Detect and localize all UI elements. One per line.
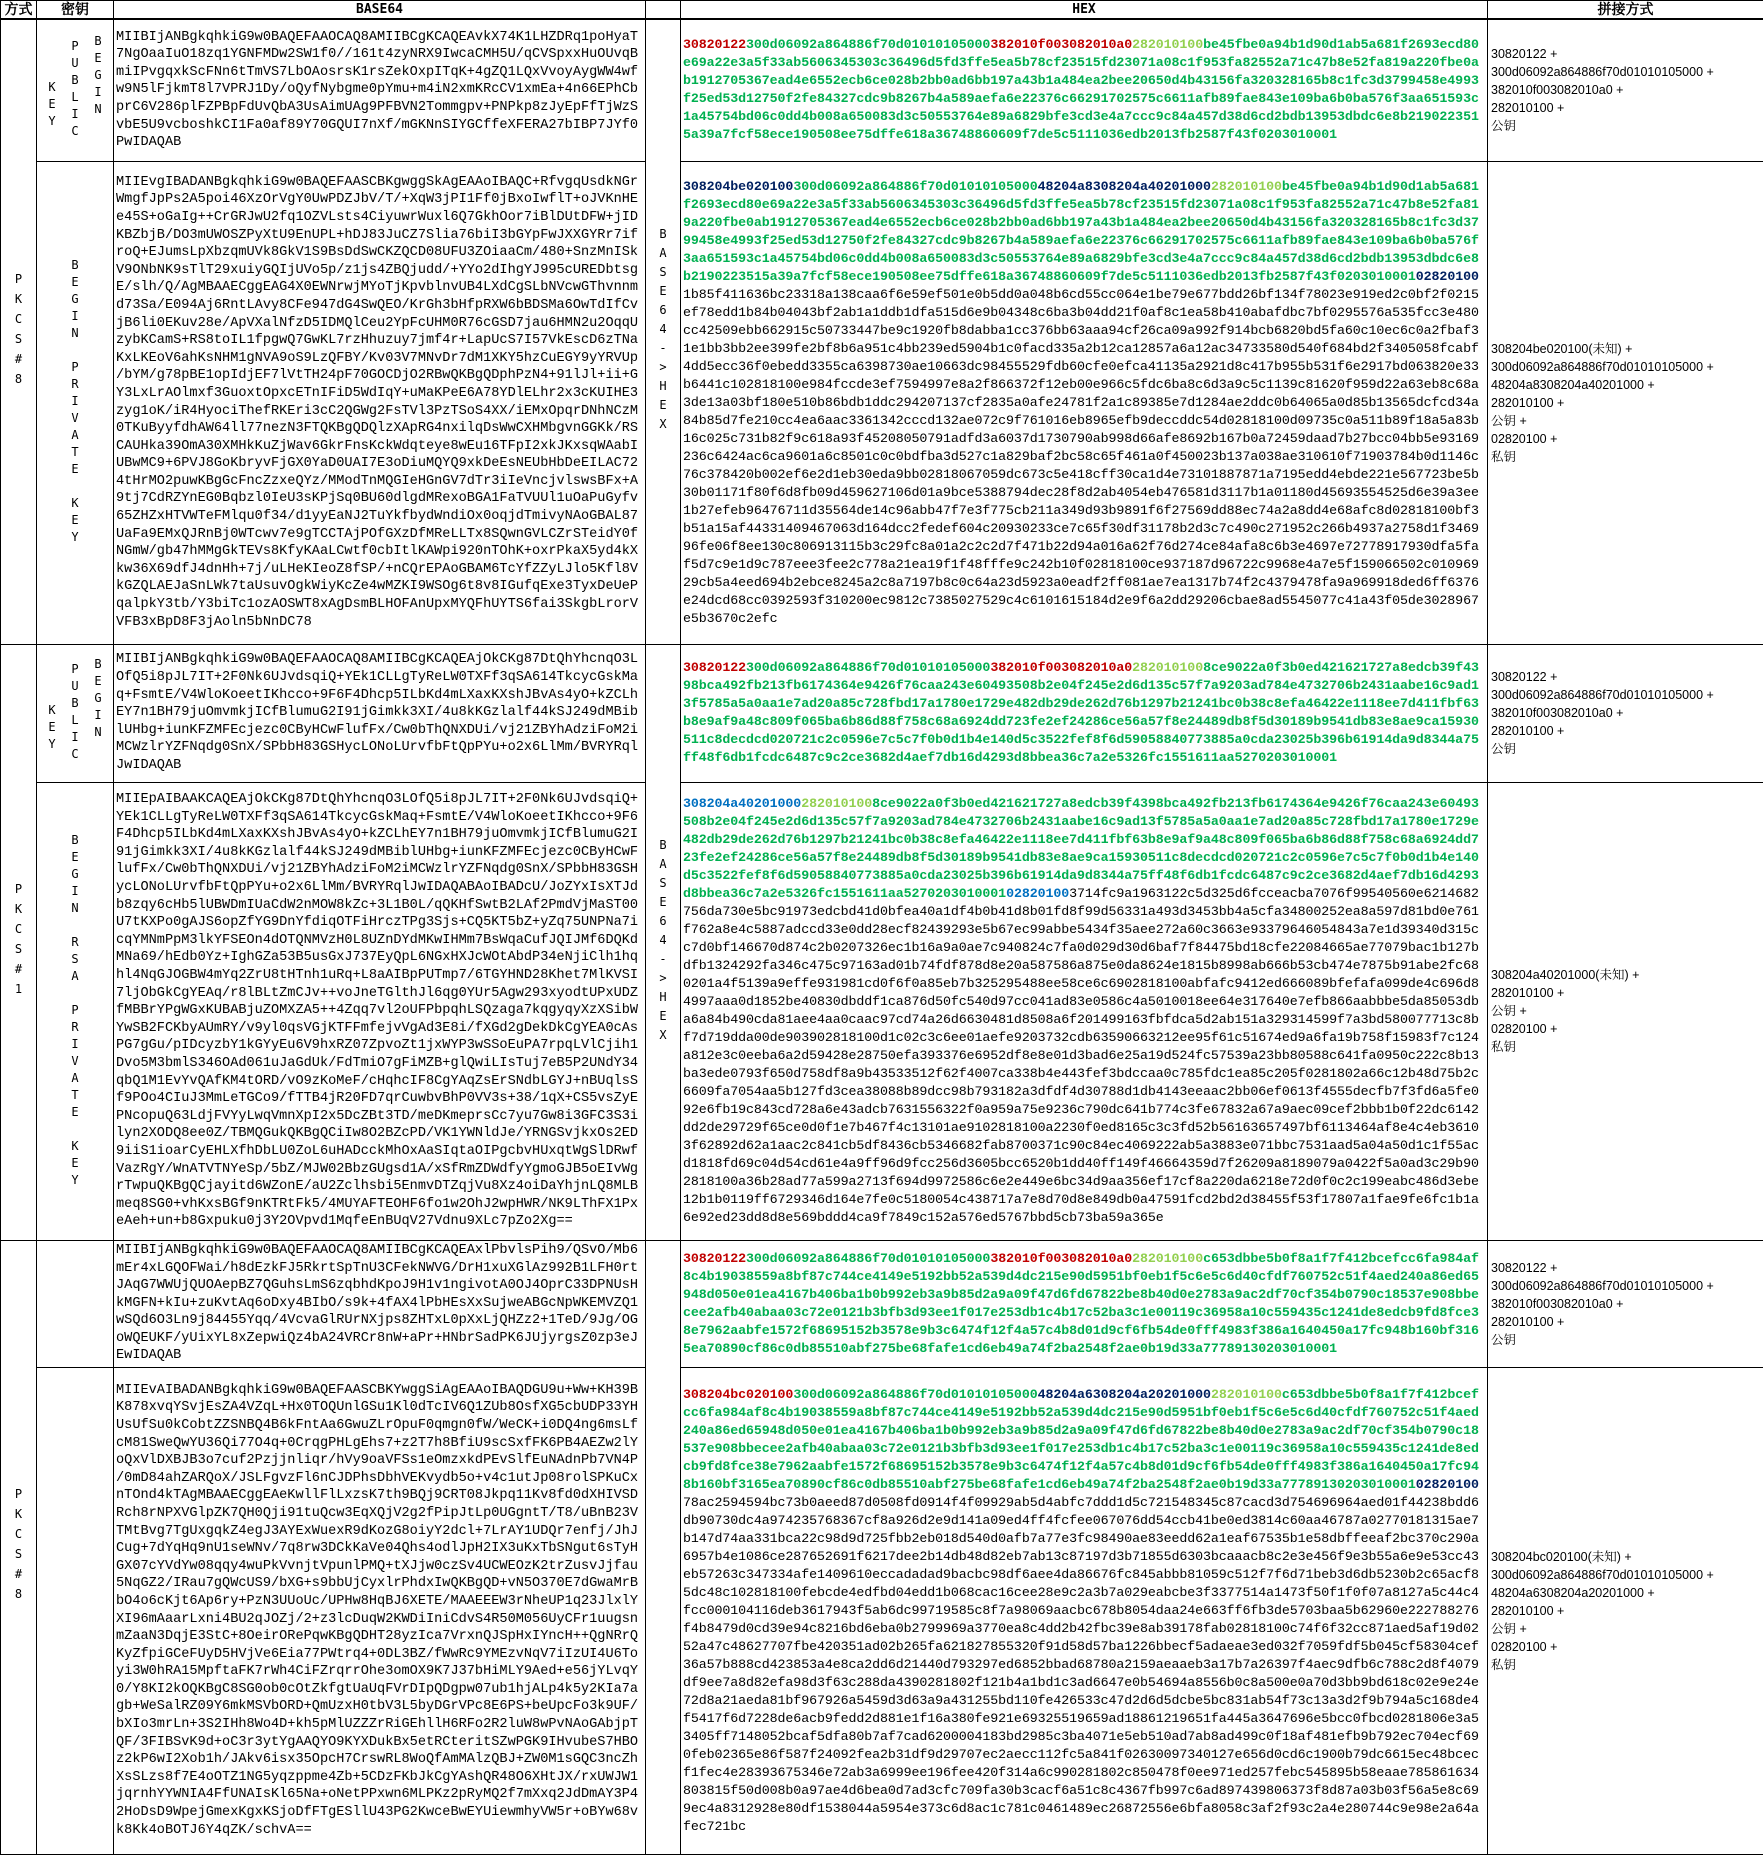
base64-line: MCWzlrYZFNqdg0SnX/SPbbH83GSHycLONoLUrvfbFtQpPYu+o2x6LlMm/BVRYRql [116, 739, 643, 757]
base64-line: K878xvqYSvjEsZA4VZqL+Hx0TOQUnlGSu1Kl0dTcIV6Q1ZUb8OsfXG5cbUDP33YH [116, 1399, 643, 1417]
hex-segment-green: 300d06092a864886f70d01010105000 [793, 1387, 1037, 1402]
base64-line: ycLONoLUrvfbFtQpPYu+o2x6LlMm/BVRYRqlJwIDAQABAoIBADcU/JoZYxIsXTJd [116, 879, 643, 897]
base64-line: VazRgY/WnATVTNYeSp/5bZ/MJW02BbzGUgsd1A/xSfRmZDWdfyYgmoGJB5oEIvWg [116, 1161, 643, 1179]
method-cell [1, 19, 37, 644]
base64-line: Cug+7dYqHq9nU1seWNv/7q8rw3DCkKaVe04Qhs4odlJpH2IX3uKxTbSNgut6sTyH [116, 1540, 643, 1558]
base64-line: JAqG7WWUjQUOAepBZ7QGuhsLmS6zqbhdKpoJ9H1v1ngivotA0OJ4OprC33DPNUsH [116, 1277, 643, 1295]
base64-line: MIIEvgIBADANBgkqhkiG9w0BAQEFAASCBKgwggSkAgEAAoIBAQC+RfvgqUsdkNGr [116, 174, 643, 192]
method-cell [1, 1240, 37, 1854]
concat-list [1488, 340, 1763, 466]
key-label [37, 662, 113, 764]
hex-segment-green: 300d06092a864886f70d01010105000 [793, 179, 1037, 194]
concat-line: 30820122 + [1491, 45, 1760, 63]
concat-line: 私钥 [1491, 1038, 1760, 1056]
key-cell [37, 19, 114, 161]
base64-text [114, 29, 645, 152]
concat-line: 300d06092a864886f70d01010105000 + [1491, 358, 1760, 376]
key-label [37, 258, 113, 547]
base64-line: f9POo4CIuJ3MmLeTGCo9/fTTB4jR20FD7qrCuwbvBhP0VV3s+38/1qX+CS5vsZyE [116, 1090, 643, 1108]
hex-segment-navy: 48204a6308204a20201000 [1038, 1387, 1211, 1402]
hex-segment-green: be45fbe0a94b1d90d1ab5a681f2693ecd80e69a22e3a5f33ab5606345303c36496d5fd3ffe5ea5b78cf23515fd23071a08c1f953fa82552a71c47b8e52fa819a220fbe0ab1912705367ead4e6552ecb6ce028b2bb0ad6bb197a43b1a484ea2bee20650d4b43156fa320328165b8c1fc3d3799458e4993f25ed53d12750f2fe84327cdc9b8267b4a589aefa6e22376c66291702575c6611afb89fae843e109ba6b0ba576f3aa651593c1a45754bd06c0dd4b008a650083d3c50553764e89a6829bfe3cd3e4a7ccc9c84a457d38d6cd2bdb13953dbdc6e8b2190223515a39a7fcf58ece190508ee75dffe618a36748860609f7de5c5111036edb2013fb2587f43f0203010001 [683, 37, 1479, 142]
base64-line: e45S+oGaIg++CrGRJwU2fq1OZVLsts4CiyuwrWuxl6Q7GkhOor7iBlDUtDFW+jID [116, 209, 643, 227]
concat-line: 30820122 + [1491, 1259, 1760, 1277]
base64-line: KxLKEoV6ahKsNHM1gNVA9oS9LzQFBY/Kv03V7MNvDr7dM1XKY5hzCuEGY9yYRVUp [116, 350, 643, 368]
concat-line: 公钥 [1491, 1331, 1760, 1349]
hex-segment-black: 1b85f411636bc23318a138caa6f6e59ef501e0b5dd0a048b6cd55cc064e1be79e677bdd26bf134f78023e919ed2c0bf2f0215ef78edd1b84b04043bf2ab1a1ddb1dfa515d6e9b04348c6ba3b04dd21f0af8c1ea58b410abafdbc7bf0295576a535fcc3e480cc42509ebb662915c50733447be9c1920fb8dabba1cc376bb63aaa94cf26ca09a992f914bcb6820bd5fa60c10ec6c0a2fbaf31e1bb3bb2ee399fe2bf8b6a951c4bb239ed5904b1c0facd335a2b12ca12857a6a12ac34733580d540f684bd2f3405058fcabf4dd5ecc36f0ebedd3355ca6398730ae10663dc98455529fdb60cfe0efca41135a2921d8c417b955b531f6e2917bd063820e33b6441c102818100e984fccde3ef7594997e8a2f866372f12eb00e966c5fdc6ba8c6d3a9c5c1139c81620f959d22a63eb8c68a3de13a03bf180e510b86bdb1ddc294207137cf2835a0afe24781f2a1c89385e7d1284ae2ddc0b64065a0d85b13565dcfcd34a84b85d7fe210cc4ea6aac3361342cccd132ae072c9f761016eb8965efb9deccddc54d02818100d09735c0a511b89f18a5a83b16c025c731b82f9c618a93f45208050791adfd3a6037d1730790ab998d66afe8692b167b0a72459daad7b27bcc04bb5e93169236c6424ac6ca9601a6c8501c0c0bdfba3d527c1a829baf2bc58c65f461a0f450023b137a038ae310610f71903784b0d1146c76c378420b002ef6e2d1eb30eda9bb02818067059dc673c5e418cff30ca1d4e73101887871a7195edd4ebde221e567723be5b30b01171f80f6d8fb09d459627106d01a9bce5388794dec28f8d2ab4054eb476581d3117b1a01180d45693554525d6e39a3ee1b27efeb96476711d35564de14c96abb47f7e3f775cb211a349d93b9891f6f27569dd88ec74a2a8dd4e68afc8d02818100bf3b51a15af44331409467063d164dcc2fedef604c20930233ce7c65f30df31178b2d3c7c490c271952c266b4937a2758d1f346996fe06f8ee130c806913115b3c29fc8a01a2c2c2d7f471b22d94a016a62f76d274ce84afa8c6b3e4697e72778917930dfa5faf5d7c9e1d9c787eee3fee2c778a21ea19f1f48fffe9c242b10f02818100ce937187d96722c9968e4a7e5f159066502c01096929cb5a4eed694b2ebce8245a2c8a7197b8c0c64a23d5923a0eadf2ff081ae7ea1317b74f2c4379478fa9a969918ded6ff6376e24dcd68cc0392593f310200ec9812c7385027529c4c6101615184d2e9f6a2dd29206cbae8ad5545077c41a43f05de3028967e5b3670c2efc [683, 287, 1479, 626]
header-base64: BASE64 [114, 1, 646, 20]
base64-line: CAUHka39OmA30XMHkKuZjWav6GkrFnsKckWdqteye8wEu16TFpI2xkJKxsqWAabI [116, 438, 643, 456]
concat-list [1488, 1259, 1763, 1349]
table-row [1, 19, 1763, 161]
base64-line: 9iiS1ioarCyEHLXfhDbLU0ZoL6uHADcckMhOxAaSIqtaOIPgcbvHUxqtWgSlDRwf [116, 1143, 643, 1161]
converter-cell [646, 644, 681, 1240]
hex-text [681, 36, 1487, 144]
base64-line: JwIDAQAB [116, 757, 643, 775]
base64-line: YwSB2FCKbyAUmRY/v9yl0qsVGjKTFFmfejvVgAd3E8i/fXGd2gDekDkCgYEA0cAs [116, 1020, 643, 1038]
base64-line: 9tj7CdRZYnEG0Bqbzl0IeU3sKPjSq0BU60dlgdMRexoBGA1FaTVUUl1uOaPuGyfv [116, 490, 643, 508]
base64-line: 0/Y8KI2kOQKBgC8SG0ob0cOtZkfgtUaUqFVrDIpQDgpw07ub1hjALp4k5y2KIa7a [116, 1681, 643, 1699]
concat-line: 公钥 [1491, 740, 1760, 758]
hex-segment-red: 382010f003082010a0 [990, 1251, 1132, 1266]
hex-segment-black: 78ac2594594bc73b0aeed87d0508fd0914f4f09929ab5d4abfc7ddd1d5c721548345c87cacd3d754696964aed01f44238bdd6db90730dc4a974235768367cf8a926d2e9d141a09ed4ff4fcfee067076dd54ccb41be0ed3814c60aa46787a02770181315ae7b147d74aa331bca22c98d9d725fbb2eb018d540d0afb7a77e3fc98490ae83eedd62a1eaf67535b1e58dbffeeaf2bc370c290a6957b4e1086ce287652691f6217dee2b14db48d82eb7ab13c87197d3b71855d6303bcaaacb8c2e3e456f9e3b55a6e9e53cc43eb57263c347334afe1409610eccadadad9bacbc98df6aee4da86676fc845abbb81059c512f7f6d71beb3d6db5230b2c65acf85dc48c102818100febcde4edfbd04edd1b068cac16cee28e9c2a3b7a029eabcbe3f3377514a1473f50f1f0f07a8127a5c44c4fcc000104116deb3617943f5ab6dc99719585c8f7a98069aacbc678b8054daa24e663ff6fb3de5703baa5b62960e222788276f4b8479d0cd39e94c8216bd6eba0b2799969a3770ea8c4dd2b42fbc39e8ab39178fab02818100c74f6f32cc871aed5af19d0252a47c48627707fbe420351ad02b265fa621827855320f91d58d57ba1226bbecf5adaeae3ed032f7059fdf5b045cf58304cef36a57b888cd423853a4e8ca2dd6d21440d793297ed6852bbad68780a2159aeaaeb3a17b7a26397f4aec9dfb6c788c2d8f4079df9ee7a8d82efa98d3f63c288da4390281802f121b4a1bd1c3ad6647e0b54694a8556b0c8a500e0a70d3bb9bd618c02e9e24e72d8a21aeda81bf967926a5459d3d63a9a431255bd110fe426533c47d2d6d5dcbe5bc831ab54f73c13a3d2f9b794a5c168de4f5417f6d7228de6acb9fedd2d881e1f16a380fe921e69325519659ad18861219651fa445a3647696e5bcc0fbcd0281806e3a53405ff7148052bcaf5dfa80b7af7cad6200004183bd2985c3ba4071e5eb510ad7ab8ad499c0f18af481efb9b792ec704ecf690feb02365e86f587f24092fea2b31df9d29707ec2aecc112fc5a841f02630097340127e656d0cd6c1900b79dc6615ec48bcecf1fec4e28393675346e72ab3a6999ee196fee420f314a6c990281802c850478f0ee971ed257febc545895b58eaae785861634803815f50d008b0a97ae4d6bea0d7ad3cfc709fa30b3cacf6a51c8c4367fb997c6ad897439806373f8d87a03b03f56a5e8c699ec4a8312928e80df1538044a5954e373c6d8ac1c781c0461489ec26872556e6bfa8058c3af2f93c2a4e280744c9e98e2a64afec721bc [683, 1495, 1479, 1834]
key-cell [37, 1367, 114, 1854]
base64-line: 2HoDsD9WpejGmexKgxKSjoDfFTgESllU43PG2KwceBwEYUiewmhyVW5r+oBYw68v [116, 1804, 643, 1822]
hex-segment-red: 382010f003082010a0 [990, 660, 1132, 675]
hex-segment-blue: 02820100 [1006, 886, 1069, 901]
hex-cell [681, 1367, 1488, 1854]
base64-text [114, 174, 645, 631]
base64-text [114, 1382, 645, 1839]
base64-line: k8Kk4oBOTJ6Y4qZK/schvA== [116, 1822, 643, 1840]
base64-line: gb+WeSalRZ09Y6mkMSVbORD+QmUzxH0tbV3L5byDGrVPc8E6PS+beUpcFo3k9UF/ [116, 1698, 643, 1716]
base64-line: KBZbjB/DO3mUWOSZPyXtU9EnUPL+hDJ83JuCZ7Slia76biI3bGYpFwJXXGYRr7if [116, 227, 643, 245]
hex-segment-red: 308204bc020100 [683, 1387, 793, 1402]
concat-cell [1488, 644, 1763, 782]
converter-cell [646, 1240, 681, 1854]
converter-label: BASE64->HEX [656, 838, 670, 1047]
concat-line: 公钥 + [1491, 1002, 1760, 1020]
key-label-word: BEGIN PRIVATE KEY [68, 258, 82, 547]
header-concat: 拼接方式 [1488, 1, 1763, 20]
concat-line: 公钥 + [1491, 1620, 1760, 1638]
concat-line: 282010100 + [1491, 1313, 1760, 1331]
base64-cell [114, 1240, 646, 1367]
hex-segment-green: 8ce9022a0f3b0ed421621727a8edcb39f4398bca492fb213fb6174364e9426f76caa243e60493508b2e04f245e2d6d135c57f7a9203ad784e4732706b2431aabe16c9ad13f5785a5a0aa1e7ad20a85c728fbd17a1780e1729e482db29de262d76b1297b21241bc0b38c8efa46422e1118ee7d411fbf63b8e9af9a48c809f065ba6b86d88f758c68a6924dd723fe2ef24286ce56a57f8e24489db8f5d30189b9541db83e8ae9ca15930511c8decdcd020721c2c0596e7c5c7f0b0d1b4e140d5c3522fef8f6d59058840773885a0cda23025b396b61914da9d8344a75ff48f6db1fcdc6487c9c2ce3682d4aef7db16d4293d8bbea36c7a2e5326fc1551611aa5270203010001 [683, 660, 1479, 765]
base64-line: YEk1CLLgTyReLW0TXFf3qSA614TkcycGskMaq+FsmtE/V4WloKoeetIKhcco+9F6 [116, 809, 643, 827]
base64-line: rTwpuQKBgQCjayitd6WZonE/aU2Zclhsbi5EnmvDTZqjVu8Xz4oiDaYhjnLQ8MLB [116, 1178, 643, 1196]
base64-line: prC6V286plFZPBpFdUvQbA3UsAimUAg9PFBVN2Tommgpv+PNPkp8zJyEpFfTjWzS [116, 99, 643, 117]
header-converter [646, 1, 681, 20]
base64-line: MIIBIjANBgkqhkiG9w0BAQEFAAOCAQ8AMIIBCgKCAQEAjOkCKg87DtQhYhcnqO3L [116, 651, 643, 669]
concat-line: 48204a8308204a40201000 + [1491, 376, 1760, 394]
concat-line: 30820122 + [1491, 668, 1760, 686]
base64-text [114, 791, 645, 1231]
base64-line: U7tKXPo0gAJS6opZfYG9DnYfdiqOTFiHrczTPg3Sjs+CQ5KT5bZ+yZq75UNPNa7i [116, 914, 643, 932]
concat-line: 382010f003082010a0 + [1491, 704, 1760, 722]
base64-line: nTOnd4kTAgMBAAECggEAeKwllFlLxzsK7th9BQj9CRT08Jkpq11Kv8fd0dXHIVSD [116, 1487, 643, 1505]
concat-line: 300d06092a864886f70d01010105000 + [1491, 1566, 1760, 1584]
base64-line: hl4NqGJOGBW4mYq2ZrU8tHTnh1uRq+L8aAIBpPUTmp7/6TGYHND28Khet7MlKVSI [116, 967, 643, 985]
key-label-word: KEY [45, 80, 59, 131]
key-label [37, 39, 113, 141]
base64-line: zybKCamS+RS8toIL1fpgwQ7GwKL7rzHhuzuy7jmf4r+LapUcS7I57VkEscD6zTNa [116, 332, 643, 350]
hex-cell [681, 644, 1488, 782]
method-cell [1, 644, 37, 1240]
hex-segment-green: 300d06092a864886f70d01010105000 [746, 37, 990, 52]
base64-line: MIIBIjANBgkqhkiG9w0BAQEFAAOCAQ8AMIIBCgKCAQEAxlPbvlsPih9/QSvO/Mb6 [116, 1242, 643, 1260]
base64-line: /0mD84ahZARQoX/JSLFgvzFl6nCJDPhsDbhVEKvydb5o+v4c1utJp08rolSPKuCx [116, 1470, 643, 1488]
key-label-word: PUBLIC [68, 39, 82, 141]
hex-cell [681, 161, 1488, 644]
hex-segment-lightgreen: 282010100 [1211, 1387, 1282, 1402]
base64-line: XI96mAaarLxni4BU2qJOZj/2+z3lcDuqW2KWDiIniCdvS4R50M056UyCFr1uugsn [116, 1611, 643, 1629]
hex-segment-red: 30820122 [683, 1251, 746, 1266]
base64-line: b8zqy6cHb5lUBWDmIUaCdW2nMOW8kZc+3L1B0L/qQKHfSwtB2LAf2PmdVjMaST00 [116, 897, 643, 915]
concat-line: 02820100 + [1491, 430, 1760, 448]
method-label: PKCS#8 [12, 272, 26, 392]
base64-line: cM81SweQwYU36Qi77O4q+0CrqgPHLgEhs7+z2T7h8BfiU9scSxfFK6PB4AEZw2lY [116, 1435, 643, 1453]
base64-line: UBwMC9+6PVJ8GoKbryvFjGX0YaD0UAI7E3oDiuMQYQ9xkDeEsNEUbHbDeEILAC72 [116, 455, 643, 473]
base64-cell [114, 1367, 646, 1854]
base64-line: oWQEUKF/yUixYL8xZepwiQz4bA24VRCr8nW+aPr+HNbrSadPK6JUjyrgsZ0zp3eJ [116, 1330, 643, 1348]
base64-text [114, 651, 645, 774]
concat-line: 382010f003082010a0 + [1491, 1295, 1760, 1313]
base64-text [114, 1242, 645, 1365]
hex-segment-red: 30820122 [683, 660, 746, 675]
hex-segment-lightgreen: 282010100 [801, 796, 872, 811]
hex-segment-lightgreen: 282010100 [1132, 37, 1203, 52]
base64-line: q+FsmtE/V4WloKoeetIKhcco+9F6F4Dhcp5ILbKd4mLXaxKXshJBvAs4yO+kZCLh [116, 687, 643, 705]
concat-line: 02820100 + [1491, 1020, 1760, 1038]
hex-text [681, 1250, 1487, 1358]
header-key: 密钥 [37, 1, 114, 20]
base64-line: PwIDAQAB [116, 134, 643, 152]
base64-line: roQ+EJumsLpXbzqmUVk8GkV1S9BsDdSwCKZQCD08UFU3ZOiaaCm/480+SnzMnISk [116, 244, 643, 262]
base64-line: VFB3xBpD8F3jAoln5bNnDC78 [116, 614, 643, 632]
base64-line: UsUfSu0kCobtZZSNBQ4B6kFntAa6GwuZLrOpuF0qmgn0fW/WeCK+i0DQ4ng6msLf [116, 1417, 643, 1435]
hex-cell [681, 19, 1488, 161]
concat-line: 382010f003082010a0 + [1491, 81, 1760, 99]
hex-segment-green: c653dbbe5b0f8a1f7f412bcefcc6fa984af8c4b19038559a8bf87c744ce4149e5192bb52a539d4dc215e90d5951bf0eb1f5c6e5c6d40cfdf760752c51f4aed240a86ed65948d050e01ea4167b406ba1b0b992eb3a9b85d2a9a09f47d6fd67822be8b40d0e2783a9ac2df70cf354b0790c18537e908bbecee2afb40abaa03c72e0121b3bfb3d93ee1f017e253db1c4b17c52ba3c1e00119c36958a10c559435c1241de8edcb9fd8fce38e7962aabfe1572f68695152b3578e9b3c6474f12f4a57c4b8d01d9cf6fb54de0fff4983f386a1640450a17fc948b160bf3165ea70890cf86c0db85510abf275be68fafe1cd6eb49a74f2ba2548f2ae0b19d33a77789130203010001 [683, 1251, 1479, 1356]
base64-line: 4tHrMO2puwKBgGcFncZzxeQYz/MModTnMQGIeHGnGV7dTr3iIeVncjvlswsBFx+A [116, 473, 643, 491]
base64-line: NGmW/gb47hMMgGkTEVs8KfyKAaLCwtf0cbItlKAWpi920nTOhK+oxrPkaX5yd4kX [116, 543, 643, 561]
hex-segment-blue: 308204a40201000 [683, 796, 801, 811]
base64-line: kGZQLAEJaSnLWk7taUsuvOgkWiyKcZe4wMZKI9WSOg6t8v8IGufqExe3TyxDeUeP [116, 578, 643, 596]
concat-line: 282010100 + [1491, 984, 1760, 1002]
base64-cell [114, 644, 646, 782]
base64-line: UaFa9EMxQJRnBj0WTcwv7e9gTCCTAjPOfGXzDfMReLLTx8SQwnGVLCZrSTeidY0f [116, 526, 643, 544]
base64-line: 0TKuByyfdhAW64ll77nezN3FTQKBgQDQlzXApRG4nxilqDsWwCXHMbgvnGGKk/RS [116, 420, 643, 438]
concat-line: 308204bc020100(未知) + [1491, 1548, 1760, 1566]
base64-line: 65ZHZxHTVWTeFMlqu0f34/d1yyEaNJ2TuYkfbydWndiOx0oqjdTmivyNAoGBAL87 [116, 508, 643, 526]
concat-list [1488, 1548, 1763, 1674]
concat-line: 公钥 [1491, 117, 1760, 135]
hex-text [681, 178, 1487, 628]
hex-cell [681, 782, 1488, 1240]
base64-line: wSQd6O3Ln9j84455Yqq/4VcvaGlRUrNXjps8ZHTxL0pXxLjQHZz2+1TeD/9Jg/OG [116, 1312, 643, 1330]
concat-line: 300d06092a864886f70d01010105000 + [1491, 63, 1760, 81]
concat-list [1488, 966, 1763, 1056]
concat-cell [1488, 782, 1763, 1240]
hex-segment-green: 300d06092a864886f70d01010105000 [746, 660, 990, 675]
hex-segment-lightgreen: 282010100 [1211, 179, 1282, 194]
base64-line: lyn2XODQ8ee0Z/TBMQGukQKBgQCiIw8O2BZcPD/VK1YWNldJe/YRNGSvjkxOs2ED [116, 1125, 643, 1143]
hex-segment-black: 3714fc9a1963122c5d325d6fcceacba7076f99540560e6214682756da730e5bc91973edcbd41d0bfea40a1df4b0b41d8b01fd8f99d56331a493d3453bb4a5cfa34800252ea8a597d81bd0e761f762a8e4c5887adccd33e0dd28ecf82439293e5b67ec99abbe5434f35aee272a60c3663e93379646054843a7e1d39340d315cc7d0bf146670d874c2b0207326ec1b16a9a0ae7c940824c7fa0d029d30d6baf7f84475bd18cfe22084665ae77079bac1b127bdfb1324292fa346c475c97163ad01b74fdf878d8e20a587586a875e0da8624e1815b8998ab666b53cb474e7875b91abe2fc680201a4f5139a9effe931981cd0f6f0a85eb7b325295488ee58ce6c6902818100abfafc9412ed666089bfefafa099de4c696d84997aaa0d1852be40830dbddf1ca876d50fc540d97cc041ad83e0586c4a5010018ee64e317640e7efb866aabbbe5da85053dba6a84b490cda81aee4aa0caac97cd74a26d6630481d8508a6f201499163fbfdca5d2ab151a329314599f7a3bd580077713c8bf7d719dda00de903902818100d1c02c3c6ee01aefe9203732cdb63590663212ee95f61c51674ed9a6fa19b758f15983f7c124a812e3c0eeba6a2d59428e28750efa393376e6952df8e8e01d3bad6e25a19d524fc57539a23bb80588c641fa0950c222c8b13ba3ede0793f650d758df8a9b43533512f62f4007ca338b4e443fef3bdccaa0c785fdc1ea85c205f0281802a66c12b48d75b2c6609fa7054aa5b127fd3cea38088b89dcc98b793182a3dfdf4d30788d1db4143eeaac2bb06ef0613f4555decfb7f3fd6a5fe092e6fb19c843cd728a6e43adcb7631556322f0a959a75e9236c790dc641b774c3fe67832a67a9aec09cef2bbb1b0f22dc6142dd2de29729f65ce0d0f1e7b467f4c13101ae9102818100a2230f0ed8165c3c3fd52b56163657497bf6113464af8e4c4eb36103f62892d62a1aac2c841cb5df8436cb5346682fab8700371c90c84ec4069222ab5a3883e071bbc7531aad5a04a50d1c1f55acd1818fd69c04d54cd61e4a9ff96d9fcc256d3605bcc6520b1dd40ff149f46664359d7f26209a8189079a0422f5a0ad3c29b902818100a36b28ad77a599a2713f694d9972586c6e2e449e6bc34d9aa356ef17cf8a220da6218e72d0f0c2c199eabc486d3ebe12b1b0119ff6729346d164e7fe0c5180054c438717a7e8d70d8e849db0a47591fcd2bd2d38455f53f17807a1fae9fe6fc1b1a6e92ed23dd8d8e569bddd4ca9f7849c152a576ed5767bbd5cb73ba59a365e [683, 886, 1479, 1225]
base64-line: GX07cYVdYw08qqy4wuPkVvnjtVpunlPMQ+tXJjw0czSv4UCWEOzK2trZusvJjfau [116, 1558, 643, 1576]
hex-segment-lightgreen: 282010100 [1132, 1251, 1203, 1266]
table-row [1, 1240, 1763, 1367]
concat-list [1488, 45, 1763, 135]
hex-segment-red: 382010f003082010a0 [990, 37, 1132, 52]
concat-line: 公钥 + [1491, 412, 1760, 430]
table-row [1, 161, 1763, 644]
hex-segment-green: 8ce9022a0f3b0ed421621727a8edcb39f4398bca492fb213fb6174364e9426f76caa243e60493508b2e04f245e2d6d135c57f7a9203ad784e4732706b2431aabe16c9ad13f5785a5a0aa1e7ad20a85c728fbd17a1780e1729e482db29de262d76b1297b21241bc0b38c8efa46422e1118ee7d411fbf63b8e9af9a48c809f065ba6b86d88f758c68a6924dd723fe2ef24286ce56a57f8e24489db8f5d30189b9541db83e8ae9ca15930511c8decdcd020721c2c0596e7c5c7f0b0d1b4e140d5c3522fef8f6d59058840773885a0cda23025b396b61914da9d8344a75ff48f6db1fcdc6487c9c2ce3682d4aef7db16d4293d8bbea36c7a2e5326fc1551611aa5270203010001 [683, 796, 1479, 901]
base64-line: fMBBrYPgWGxKUBABjuZOMXZA5++4Zqq7vl2oUFPbpqhLSQzaga7kqgyqyXzXSibW [116, 1002, 643, 1020]
concat-cell [1488, 161, 1763, 644]
base64-line: d73Sa/E094Aj6RntLAvy8CFe947dG4SwQEO/KrGh3bHfpRXW6bBDSMa6OwTdIfCv [116, 297, 643, 315]
base64-line: V9ONbNK9sTlT29xuiyGQIjUVo5p/z1js4ZBQjudd/+YYo2dIhgYJ995cUREDbtsg [116, 262, 643, 280]
key-cell [37, 644, 114, 782]
key-label [37, 833, 113, 1190]
key-cell [37, 161, 114, 644]
key-cell [37, 1240, 114, 1367]
base64-line: lUHbg+iunKFZMFEcjezc0CByHCwFlufFx/Cw0bThQNXDUi/vj21ZBYhAdziFoM2i [116, 722, 643, 740]
concat-line: 308204a40201000(未知) + [1491, 966, 1760, 984]
hex-text [681, 659, 1487, 767]
table-header-row [1, 1, 1763, 20]
hex-segment-red: 30820122 [683, 37, 746, 52]
base64-line: jB6li0EKuv28e/ApVXalNfzD5IDMQlCeu2YpFcUHM0R76cGSD7jau6HMN2u2OqqU [116, 315, 643, 333]
key-label-word: BEGIN [91, 34, 105, 119]
hex-segment-lightgreen: 282010100 [1132, 660, 1203, 675]
key-label-word: BEGIN [91, 657, 105, 742]
base64-line: eAeh+un+b8Gxpuku0j3Y2OVpvd1MqfeEnBUqV27Vdnu9XLc7pZo2Xg== [116, 1213, 643, 1231]
base64-line: qalpkY3tb/Y3biTc1ozAOSWT8xAgDsmBLHOFAnUpxMYQFhUYTS6fai3SkgbLrorV [116, 596, 643, 614]
base64-line: oQxVlDXBJB3o7cuf2Pzjjnliqr/hVy9oaVFSs1eOmzxkdPEvSlfEuNAdnPb7VN4P [116, 1452, 643, 1470]
concat-list [1488, 668, 1763, 758]
base64-line: miIPvgqxkScFNn6tTmVS7LbOAosrsK1rsZekOxpITqK+4gZQ1LQxVvoyAygWW4wf [116, 64, 643, 82]
base64-line: jqrnhYYWNIA4FfUNAIsKl65Na+oNetPPxwn6MLPKz2pRyMQ2f7mXxq2JdDmAY3P4 [116, 1786, 643, 1804]
concat-line: 282010100 + [1491, 722, 1760, 740]
base64-line: w9N5lFjkmT8l7VPRJ1Dy/oQyfNybgme0pYmu+m4iN2xmKRcCV1xmEa+4n66EPhCb [116, 81, 643, 99]
base64-line: MNa69/hEdb0Yz+IghGZa53B5usGxJ737EyQpL6NGxHXJcWOtAbdP34eNjiClh1hq [116, 949, 643, 967]
concat-line: 私钥 [1491, 1656, 1760, 1674]
concat-cell [1488, 19, 1763, 161]
base64-line: Dvo5M3bmlS346OAd061uJaGdUk/FdTmiO7gFiMZB+glQwiLIsTuj7eB5P2UNdY34 [116, 1055, 643, 1073]
base64-line: WmgfJpPs2A5poi46XzOrVgY0UwPDZJbV/T/+XqW3jPI1Ff0jBxoIwflT+oJVKnHE [116, 191, 643, 209]
base64-line: XsSLzs8f7E4oOTZ1NG5yqzppme4Zb+5CDzFKbJkCgYAshQR48O6XHtJX/rxUWJW1 [116, 1769, 643, 1787]
base64-line: 5NqGZ2/IRau7gQWcUS9/bXG+s9bbUjCyxlrPhdxIwQKBgQD+vN5O370E7dGwaMrB [116, 1575, 643, 1593]
base64-line: F4Dhcp5ILbKd4mLXaxKXshJBvAs4yO+kZCLhEY7n1BH79juOmvmkjICfBlumuG2I [116, 826, 643, 844]
base64-line: OfQ5i8pJL7IT+2F0Nk6UJvdsqiQ+YEk1CLLgTyReLW0TXFf3qSA614TkcycGskMa [116, 669, 643, 687]
base64-line: E/slh/Q/AgMBAAECggEAG4X0EWNrwjMYoTjKpvblnvUB4LXdCgSLbNVcwGThvnnm [116, 279, 643, 297]
base64-line: mEr4xLGQOFWai/h8dEzkFJ5RkrtSpTnU3CFekNWVG/DrH1xuXGlAz992B1LFH0rt [116, 1260, 643, 1278]
header-method: 方式 [1, 1, 37, 20]
base64-line: bXIo3mrLn+3S2IHh8Wo4D+kh5pMlUZZZrRiGEhllH6RFo2R2luW8wPvNAoGAbjpT [116, 1716, 643, 1734]
base64-line: 7ljObGkCgYEAq/r8lBLtZmCJv++voJneTGlthJl6qg0YUr5Agw293xyodtUPxUDZ [116, 985, 643, 1003]
base64-line: 91jGimkk3XI/4u8kKGzlalf44kSJ249dMBiblUHbg+iunKFZMFEcjezc0CByHCwF [116, 844, 643, 862]
concat-line: 308204be020100(未知) + [1491, 340, 1760, 358]
base64-line: MIIEvAIBADANBgkqhkiG9w0BAQEFAASCBKYwggSiAgEAAoIBAQDGU9u+Ww+KH39B [116, 1382, 643, 1400]
concat-cell [1488, 1367, 1763, 1854]
concat-line: 300d06092a864886f70d01010105000 + [1491, 1277, 1760, 1295]
base64-line: yi3W0hRA15MpftaFK7rWh4CiFZrqrrOhe3omOX9K7J37bHiMLY9Aed+e56jYLvqY [116, 1663, 643, 1681]
base64-line: TMtBvg7TgUxgqkZ4egJ3AYExWuexR9dKozG8oiyY2dcl+7LrAY1UDQr7enfj/JhJ [116, 1523, 643, 1541]
concat-line: 私钥 [1491, 448, 1760, 466]
concat-line: 282010100 + [1491, 1602, 1760, 1620]
hex-segment-green: 300d06092a864886f70d01010105000 [746, 1251, 990, 1266]
converter-label: BASE64->HEX [656, 227, 670, 436]
hex-segment-green: be45fbe0a94b1d90d1ab5a681f2693ecd80e69a22e3a5f33ab5606345303c36496d5fd3ffe5ea5b78cf23515fd23071a08c1f953fa82552a71c47b8e52fa819a220fbe0ab1912705367ead4e6552ecb6ce028b2bb0ad6bb197a43b1a484ea2bee20650d4b43156fa320328165b8c1fc3d3799458e4993f25ed53d12750f2fe84327cdc9b8267b4a589aefa6e22376c66291702575c6611afb89fae843e109ba6b0ba576f3aa651593c1a45754bd06c0dd4b008a650083d3c50553764e89a6829bfe3cd3e4a7ccc9c84a457d38d6cd2bdb13953dbdc6e8b2190223515a39a7fcf58ece190508ee75dffe618a36748860609f7de5c5111036edb2013fb2587f43f0203010001 [683, 179, 1479, 284]
base64-line: 7NgOaaIuO18zq1YGNFMDw2SW1f0//161t4zyNRX9IwcaCMH5U/qCVSpxxHuOUvqB [116, 46, 643, 64]
base64-line: kMGFN+kIu+zuKvtAq6oDxy4BIbO/s9k+4fAX4lPbHEsXxSujweABGcNpWKEMVZQ1 [116, 1295, 643, 1313]
base64-line: kw36X69dfJ4dnHh+7j/uLHeKIeoZ8fSP/+nCQrEPAoGBAM6TcYfZZyLJlo5Kfl8V [116, 561, 643, 579]
table-row [1, 782, 1763, 1240]
hex-segment-navy: 48204a8308204a40201000 [1038, 179, 1211, 194]
key-label-word: BEGIN RSA PRIVATE KEY [68, 833, 82, 1190]
concat-line: 02820100 + [1491, 1638, 1760, 1656]
concat-line: 282010100 + [1491, 99, 1760, 117]
base64-line: EY7n1BH79juOmvmkjICfBlumuG2I91jGimkk3XI/4u8kKGzlalf44kSJ249dMBib [116, 704, 643, 722]
base64-line: zyg1oK/iR4HyociThefRKEri3cC2QGWg2FsTVl3PzTSoS4XX/iEMxOpqrDNhNCzM [116, 403, 643, 421]
base64-line: KyZfpiGCeFUyD5HVjVe6Eia77PWtrq4+0DL3BZ/fWwRc9YMEzvNqV7iIzUI4U6To [116, 1646, 643, 1664]
base64-cell [114, 19, 646, 161]
key-label-word: KEY [45, 703, 59, 754]
base64-line: MIIEpAIBAAKCAQEAjOkCKg87DtQhYhcnqO3LOfQ5i8pJL7IT+2F0Nk6UJvdsqiQ+ [116, 791, 643, 809]
base64-line: Y3LxLrAOlmxf3GuoxtOpxcETnIFiD5WdIqY+uMaKPeE6A78YDlELhr2x3cKUIHE3 [116, 385, 643, 403]
hex-segment-navy: 308204be020100 [683, 179, 793, 194]
base64-line: cqYMNmPpM3lkYFSEOn4dOTQNMVzH0L8UZnDYdMKwIHMm7BsWqaCufJQIJMf6DQKd [116, 932, 643, 950]
key-cell [37, 782, 114, 1240]
base64-line: bO4o6cKjt6Ap6ry+PzN3UUoUc/UPHw8HqBJ6XETE/MAAEEEW3rNheUP1q23JlxlY [116, 1593, 643, 1611]
hex-text [681, 1386, 1487, 1836]
base64-line: PG7gGu/pIDcyzbY1kGYyEu6V9hxRZ07ZpvoZt1jxWYP3wSSoEuPA7rpqLVlCjih1 [116, 1037, 643, 1055]
base64-line: mZaaN3DqjE3StC+8OeirORePqwKBgQDHT28yzIca7VrxnQJSpHxIYncH++QgNRrQ [116, 1628, 643, 1646]
method-label: PKCS#8 [12, 1487, 26, 1607]
concat-line: 282010100 + [1491, 394, 1760, 412]
concat-line: 300d06092a864886f70d01010105000 + [1491, 686, 1760, 704]
base64-cell [114, 782, 646, 1240]
base64-line: /bYM/g78pBE1opIdjEF7lVtTH24pF70GOCDjO2RBwQKBgQDphPzN4+91lJl+ii+G [116, 367, 643, 385]
hex-segment-green: c653dbbe5b0f8a1f7f412bcefcc6fa984af8c4b19038559a8bf87c744ce4149e5192bb52a539d4dc215e90d5951bf0eb1f5c6e5c6d40cfdf760752c51f4aed240a86ed65948d050e01ea4167b406ba1b0b992eb3a9b85d2a9a09f47d6fd67822be8b40d0e2783a9ac2df70cf354b0790c18537e908bbecee2afb40abaa03c72e0121b3bfb3d93ee1f017e253db1c4b17c52ba3c1e00119c36958a10c559435c1241de8edcb9fd8fce38e7962aabfe1572f68695152b3578e9b3c6474f12f4a57c4b8d01d9cf6fb54de0fff4983f386a1640450a17fc948b160bf3165ea70890cf86c0db85510abf275be68fafe1cd6eb49a74f2ba2548f2ae0b19d33a77789130203010001 [683, 1387, 1479, 1492]
base64-line: lufFx/Cw0bThQNXDUi/vj21ZBYhAdziFoM2iMCWzlrYZFNqdg0SnX/SPbbH83GSH [116, 861, 643, 879]
base64-cell [114, 161, 646, 644]
base64-line: Rch8rNPXVGlpZK7QH0Qji91tuQcw3EqXQjV2g2fPipJtLp0UGgntT/T8/uBnB23V [116, 1505, 643, 1523]
method-label: PKCS#1 [12, 882, 26, 1002]
hex-segment-navy: 02820100 [1416, 269, 1479, 284]
converter-cell [646, 19, 681, 644]
base64-line: PNcopuQ63LdjFVYyLwqVmnXpI2x5DcZBt3TD/meDKmeprsCc7yu7Gw8i3GFC3S3i [116, 1108, 643, 1126]
hex-cell [681, 1240, 1488, 1367]
base64-line: qbQ1M1EvYvQAfKM4tORD/vO9zKoMeF/cHqhcIF8CgYAqZsErSNdbLGYJ+nBUqlsS [116, 1073, 643, 1091]
header-hex: HEX [681, 1, 1488, 20]
hex-segment-navy: 02820100 [1416, 1477, 1479, 1492]
concat-line: 48204a6308204a20201000 + [1491, 1584, 1760, 1602]
base64-line: QF/3FIBSvK9d+oC3r3ytYgAAQYO9KYXDukBx5etRCteritSZwPGK9IHvubeS7HBO [116, 1734, 643, 1752]
table-row [1, 1367, 1763, 1854]
base64-line: vbE5U9vcboshkCI1Fa0af89Y70GQUI7nXf/mGKNnSIYGCffeXFERA27bIBP7JYf0 [116, 117, 643, 135]
base64-line: z2kP6wI2Xob1h/JAkv6isx35OpcH7CrswRL8WoQfAmMAlzQBJ+ZW0M1sGQC3ncZh [116, 1751, 643, 1769]
hex-text [681, 795, 1487, 1227]
concat-cell [1488, 1240, 1763, 1367]
base64-line: meq8SG0+vhKxsBGf9nKTRtFk5/4MUYAFTEOHF6fo1w2OhJ2wpHWR/NK9LThFX1Px [116, 1196, 643, 1214]
base64-line: EwIDAQAB [116, 1347, 643, 1365]
table-row [1, 644, 1763, 782]
base64-line: MIIBIjANBgkqhkiG9w0BAQEFAAOCAQ8AMIIBCgKCAQEAvkX74K1LHZDRq1poHyaT [116, 29, 643, 47]
key-label-word: PUBLIC [68, 662, 82, 764]
